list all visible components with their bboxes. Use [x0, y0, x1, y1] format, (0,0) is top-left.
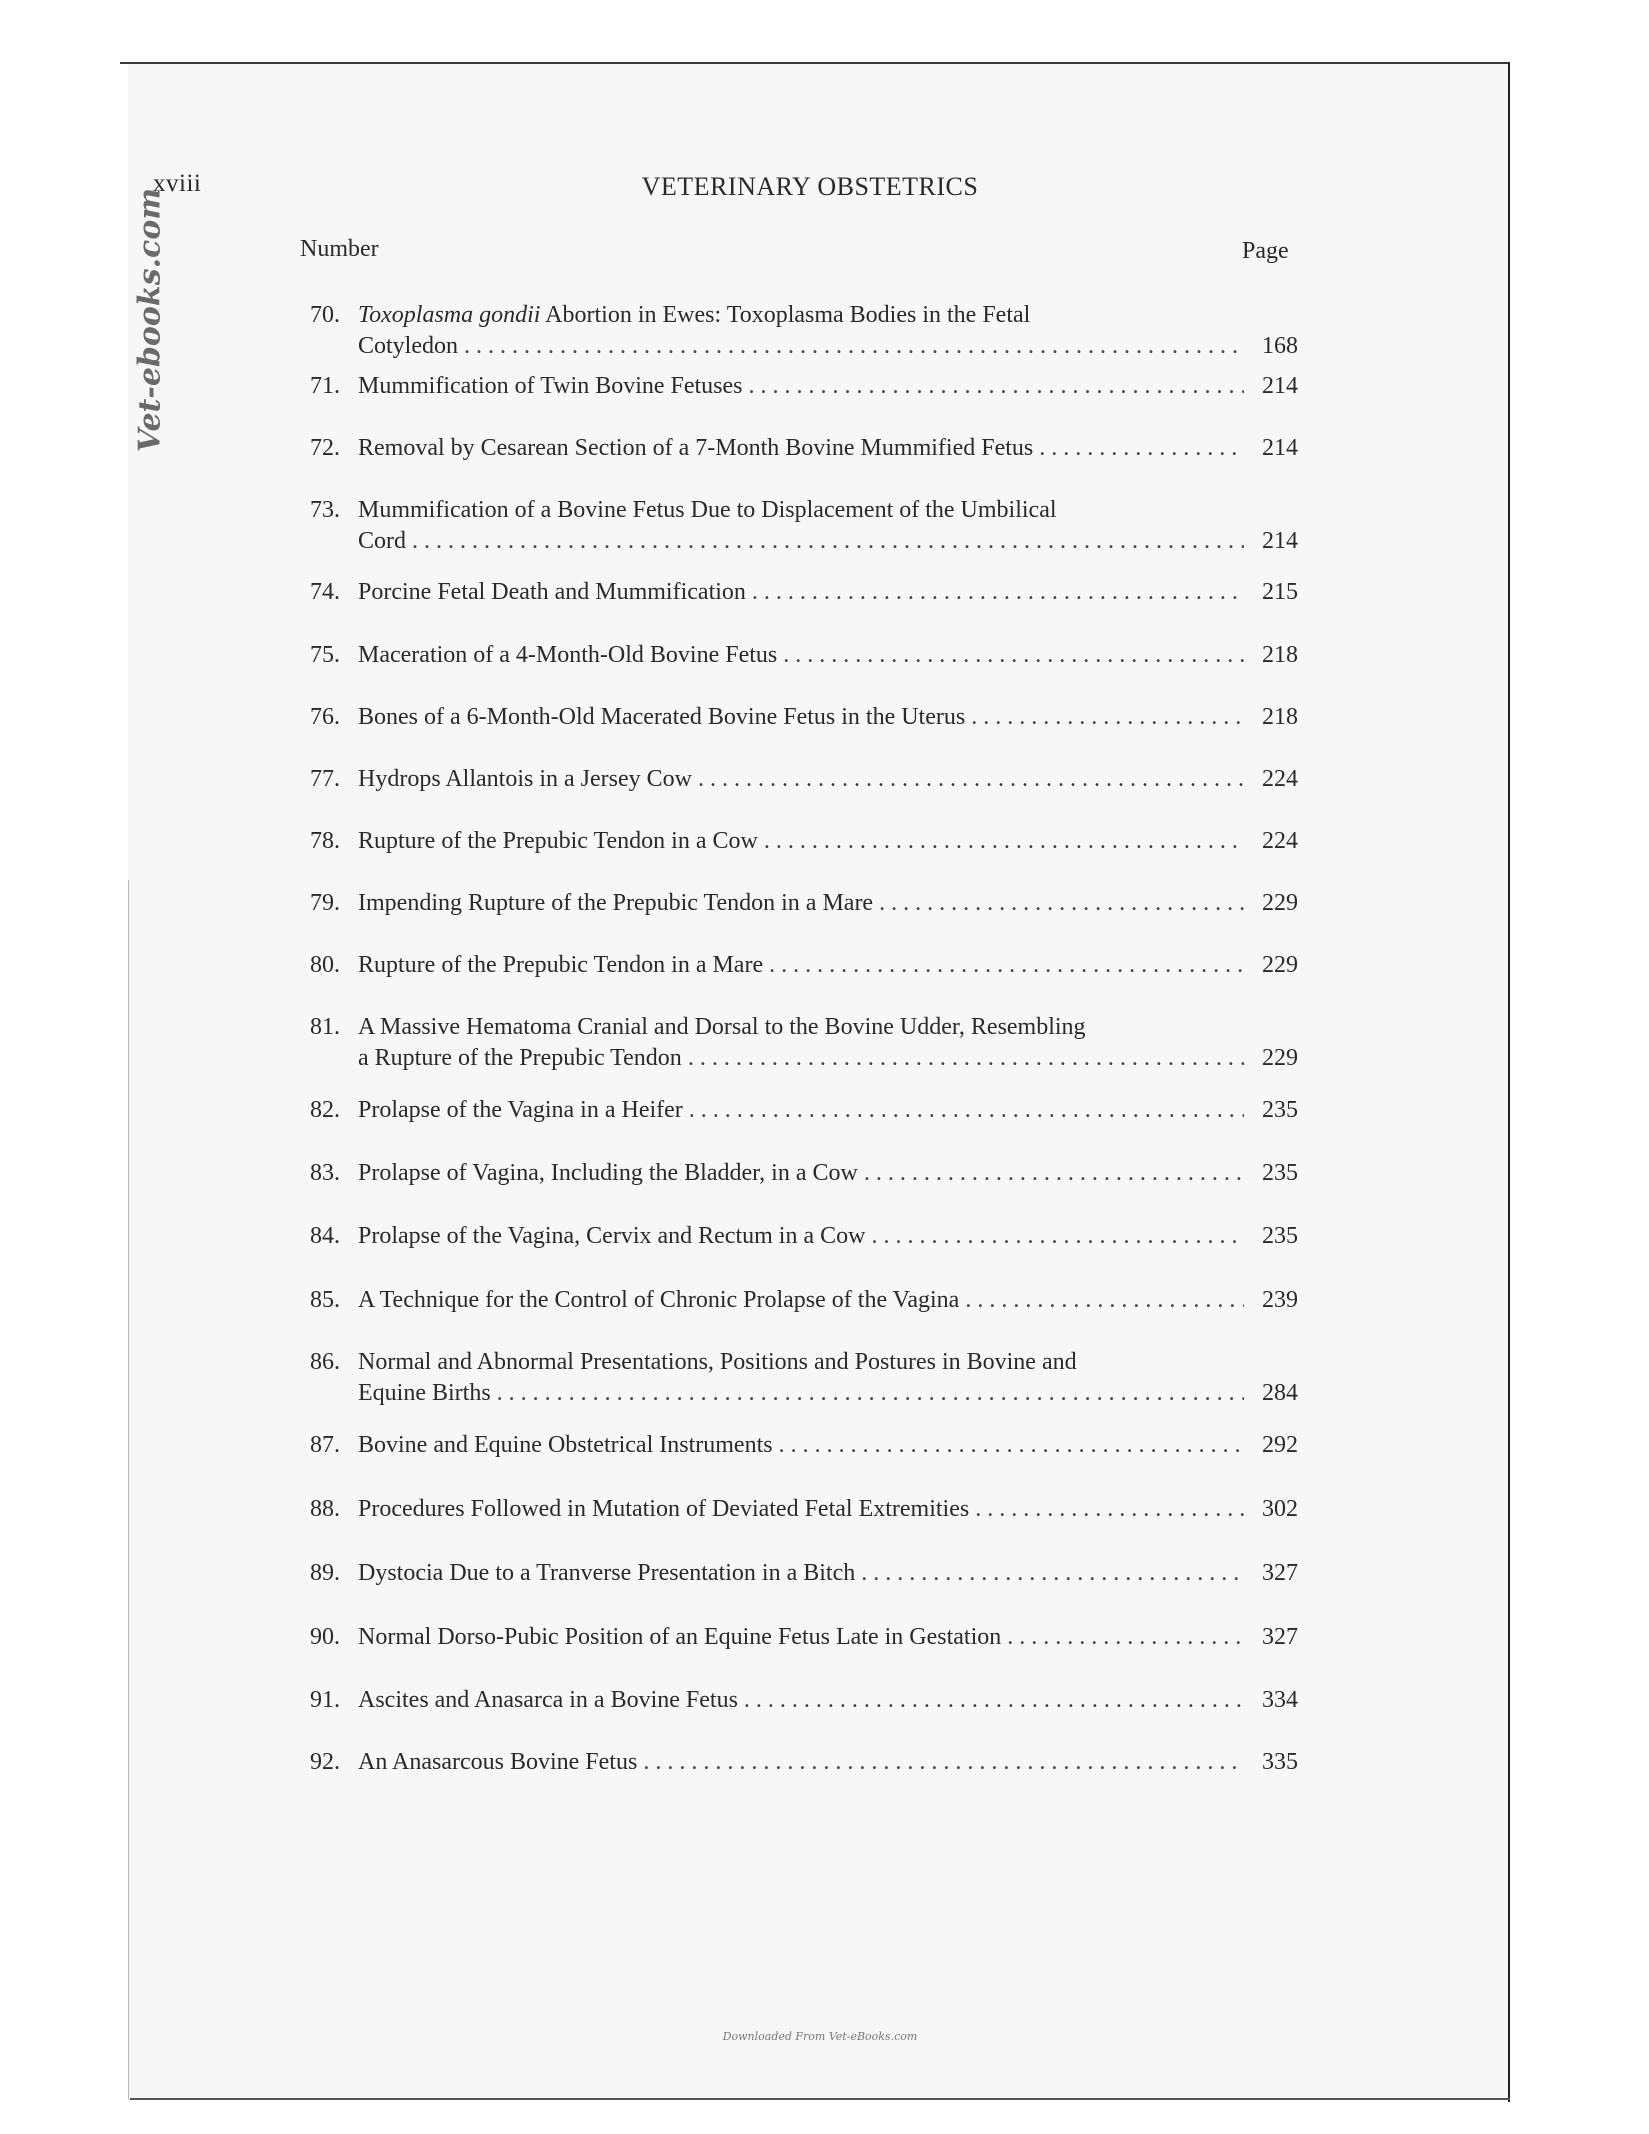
entry-number: 86. [310, 1349, 340, 1375]
entry-title-line1 [310, 1012, 1298, 1043]
entry-title: Removal by Cesarean Section of a 7-Month Bovine Mummified Fetus [358, 435, 1034, 461]
page-edge-left [128, 880, 129, 2100]
entry-title: An Anasarcous Bovine Fetus [358, 1749, 638, 1775]
entry-page-number: 335 [1262, 1749, 1298, 1775]
list-item [310, 1347, 1298, 1409]
entry-number: 87. [310, 1432, 340, 1458]
entry-page-number: 334 [1262, 1687, 1298, 1713]
entry-page-number: 302 [1262, 1496, 1298, 1522]
entry-page-number: 284 [1262, 1380, 1298, 1406]
entry-number: 78. [310, 828, 340, 854]
dot-leader [779, 1430, 1244, 1461]
entry-title-line1 [310, 1347, 1298, 1378]
entry-title-line1 [310, 300, 1298, 331]
entry-page-number: 229 [1262, 890, 1298, 916]
list-item [310, 764, 1298, 795]
entry-number: 74. [310, 579, 340, 605]
entry-title: Dystocia Due to a Tranverse Presentation in a Bitch [358, 1560, 856, 1586]
entry-page-number: 235 [1262, 1223, 1298, 1249]
entry-page-number: 224 [1262, 828, 1298, 854]
entry-page-number: 218 [1262, 642, 1298, 668]
entry-number: 89. [310, 1560, 340, 1586]
dot-leader [975, 1494, 1244, 1525]
entry-title: Impending Rupture of the Prepubic Tendon in a Mare [358, 890, 874, 916]
entry-title: Equine Births [358, 1380, 491, 1406]
entry-page-number: 239 [1262, 1287, 1298, 1313]
entry-number: 88. [310, 1496, 340, 1522]
entry-title: Porcine Fetal Death and Mummification [358, 579, 746, 605]
list-item [310, 702, 1298, 733]
entry-page-number: 327 [1262, 1560, 1298, 1586]
dot-leader [688, 1043, 1244, 1074]
list-item [310, 1685, 1298, 1716]
entry-number: 76. [310, 704, 340, 730]
list-item [310, 1158, 1298, 1189]
entry-page-number: 218 [1262, 704, 1298, 730]
list-item [310, 1747, 1298, 1778]
entry-page-number: 235 [1262, 1097, 1298, 1123]
entry-title: Cotyledon [358, 333, 458, 359]
entry-page-number: 168 [1262, 333, 1298, 359]
entry-title: Prolapse of the Vagina in a Heifer [358, 1097, 683, 1123]
list-item [310, 300, 1298, 362]
dot-leader [764, 826, 1244, 857]
dot-leader [1039, 433, 1244, 464]
list-item [310, 888, 1298, 919]
entry-page-number: 235 [1262, 1160, 1298, 1186]
dot-leader [769, 950, 1244, 981]
dot-leader [879, 888, 1244, 919]
entry-number: 72. [310, 435, 340, 461]
list-item [310, 1095, 1298, 1126]
entry-title: A Technique for the Control of Chronic Prolapse of the Vagina [358, 1287, 960, 1313]
entry-number: 75. [310, 642, 340, 668]
entry-number: 82. [310, 1097, 340, 1123]
page-edge-top [120, 62, 1510, 64]
entry-page-number: 214 [1262, 528, 1298, 554]
entry-title: Cord [358, 528, 406, 554]
dot-leader [864, 1158, 1244, 1189]
list-item [310, 826, 1298, 857]
dot-leader [749, 371, 1244, 402]
dot-leader [464, 331, 1244, 362]
list-item [310, 371, 1298, 402]
entry-page-number: 229 [1262, 952, 1298, 978]
page-number: xviii [153, 170, 202, 197]
entry-title-text: A Massive Hematoma Cranial and Dorsal to the Bovine Udder, Resembling [358, 1014, 1086, 1040]
dot-leader [689, 1095, 1244, 1126]
entry-number: 85. [310, 1287, 340, 1313]
dot-leader [971, 702, 1244, 733]
entry-title: Bones of a 6-Month-Old Macerated Bovine Fetus in the Uterus [358, 704, 966, 730]
dot-leader [643, 1747, 1244, 1778]
entry-title: Rupture of the Prepubic Tendon in a Cow [358, 828, 758, 854]
entry-number: 71. [310, 373, 340, 399]
dot-leader [752, 577, 1244, 608]
entry-title: Rupture of the Prepubic Tendon in a Mare [358, 952, 764, 978]
entry-page-number: 292 [1262, 1432, 1298, 1458]
list-item [310, 495, 1298, 557]
list-item [310, 577, 1298, 608]
entry-title: Prolapse of the Vagina, Cervix and Rectum in a Cow [358, 1223, 866, 1249]
dot-leader [497, 1378, 1244, 1409]
entry-number: 91. [310, 1687, 340, 1713]
entry-page-number: 214 [1262, 435, 1298, 461]
list-item [310, 1558, 1298, 1589]
list-item [310, 1285, 1298, 1316]
footer-credit: Downloaded From Vet-eBooks.com [722, 2030, 918, 2043]
list-item [310, 433, 1298, 464]
entry-page-number: 229 [1262, 1045, 1298, 1071]
dot-leader [965, 1285, 1244, 1316]
column-header-page: Page [1242, 238, 1289, 264]
entry-page-number: 224 [1262, 766, 1298, 792]
list-item [310, 950, 1298, 981]
entry-number: 83. [310, 1160, 340, 1186]
entry-title-text: Abortion in Ewes: Toxoplasma Bodies in the Fetal [540, 302, 1031, 328]
dot-leader [744, 1685, 1244, 1716]
entry-title-italic: Toxoplasma gondii [358, 302, 541, 328]
entry-number: 90. [310, 1624, 340, 1650]
entry-title-text: Normal and Abnormal Presentations, Positions and Postures in Bovine and [358, 1349, 1077, 1375]
page-edge-right [1508, 62, 1510, 2102]
page-edge-bottom [130, 2098, 1510, 2100]
list-item [310, 1221, 1298, 1252]
list-item [310, 1622, 1298, 1653]
entry-number: 73. [310, 497, 340, 523]
entry-number: 81. [310, 1014, 340, 1040]
entry-title-text: Mummification of a Bovine Fetus Due to Displacement of the Umbilical [358, 497, 1057, 523]
entry-number: 77. [310, 766, 340, 792]
column-header-number: Number [300, 236, 379, 262]
entry-title: Hydrops Allantois in a Jersey Cow [358, 766, 692, 792]
running-head: VETERINARY OBSTETRICS [641, 172, 979, 201]
entry-number: 80. [310, 952, 340, 978]
list-item [310, 640, 1298, 671]
entry-title: Ascites and Anasarca in a Bovine Fetus [358, 1687, 738, 1713]
entry-number: 79. [310, 890, 340, 916]
entry-title: Normal Dorso-Pubic Position of an Equine Fetus Late in Gestation [358, 1624, 1002, 1650]
entry-page-number: 215 [1262, 579, 1298, 605]
watermark-logo [118, 187, 182, 453]
list-item [310, 1012, 1298, 1074]
entry-page-number: 327 [1262, 1624, 1298, 1650]
entry-title: Prolapse of Vagina, Including the Bladder, in a Cow [358, 1160, 858, 1186]
dot-leader [698, 764, 1244, 795]
dot-leader [1007, 1622, 1244, 1653]
entry-title: Procedures Followed in Mutation of Deviated Fetal Extremities [358, 1496, 970, 1522]
entry-page-number: 214 [1262, 373, 1298, 399]
dot-leader [871, 1221, 1244, 1252]
entry-title: a Rupture of the Prepubic Tendon [358, 1045, 682, 1071]
dot-leader [412, 526, 1244, 557]
dot-leader [861, 1558, 1244, 1589]
list-item [310, 1430, 1298, 1461]
dot-leader [783, 640, 1244, 671]
entry-title: Mummification of Twin Bovine Fetuses [358, 373, 743, 399]
entry-title: Bovine and Equine Obstetrical Instruments [358, 1432, 773, 1458]
watermark-text: Vet-ebooks.com [132, 187, 168, 453]
scanned-page [128, 62, 1508, 2100]
entry-number: 92. [310, 1749, 340, 1775]
entry-number: 70. [310, 302, 340, 328]
entry-title: Maceration of a 4-Month-Old Bovine Fetus [358, 642, 778, 668]
entry-number: 84. [310, 1223, 340, 1249]
list-item [310, 1494, 1298, 1525]
entry-title-line1 [310, 495, 1298, 526]
